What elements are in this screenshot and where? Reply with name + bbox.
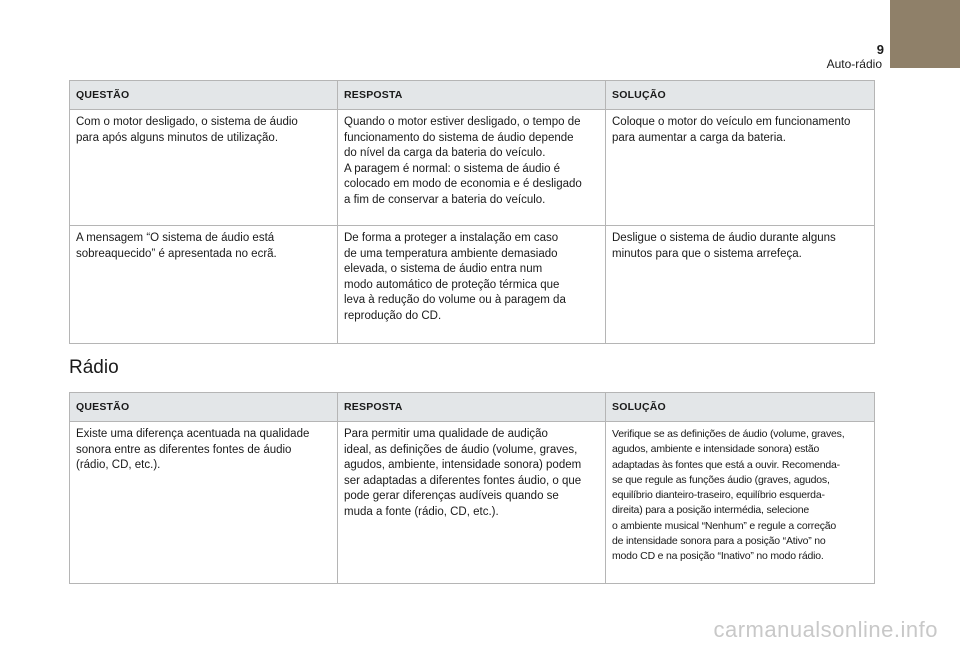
- column-header-answer: RESPOSTA: [338, 393, 606, 422]
- column-header-answer: RESPOSTA: [338, 81, 606, 110]
- section-title: Auto-rádio: [826, 57, 882, 71]
- solution-cell: Desligue o sistema de áudio durante alguns minutos para que o sistema arrefeça.: [606, 226, 875, 344]
- table-row: [70, 110, 875, 226]
- column-header-solution: SOLUÇÃO: [606, 81, 875, 110]
- answer-cell: De forma a proteger a instalação em caso de uma temperatura ambiente demasiado elevada, o sistema de áudio entra num modo automático de proteção térmica que leva à redução do volume ou à paragem da reprodução do CD.: [338, 226, 606, 344]
- chapter-tab: [890, 0, 960, 68]
- section-heading: Rádio: [69, 357, 119, 378]
- watermark: carmanualsonline.info: [713, 617, 938, 642]
- column-header-solution: SOLUÇÃO: [606, 393, 875, 422]
- table-header-row: [70, 81, 875, 110]
- question-cell: Existe uma diferença acentuada na qualidade sonora entre as diferentes fontes de áudio (rádio, CD, etc.).: [70, 422, 338, 584]
- column-header-question: QUESTÃO: [70, 81, 338, 110]
- troubleshooting-table-radio: [69, 392, 875, 584]
- question-cell: A mensagem “O sistema de áudio está sobreaquecido” é apresentada no ecrã.: [70, 226, 338, 344]
- answer-cell: Quando o motor estiver desligado, o tempo de funcionamento do sistema de áudio depende do nível da carga da bateria do veículo. A paragem é normal: o sistema de áudio é colocado em modo de economia e é desligado a fim de conservar a bateria do veículo.: [338, 110, 606, 226]
- question-cell: Com o motor desligado, o sistema de áudio para após alguns minutos de utilização.: [70, 110, 338, 226]
- column-header-question: QUESTÃO: [70, 393, 338, 422]
- table-row: [70, 422, 875, 584]
- table-row: [70, 226, 875, 344]
- solution-cell: Verifique se as definições de áudio (volume, graves, agudos, ambiente e intensidade sonora) estão adaptadas às fontes que está a ouvir. Recomenda- se que regule as funções áudio (graves, agudos, equilíbrio dianteiro-traseiro, equilíbrio esquerda- direita) para a posição intermédia, selecione o ambiente musical “Nenhum” e regule a correção de intensidade sonora para a posição “Ativo” no modo CD e na posição “Inativo” no modo rádio.: [606, 422, 875, 584]
- answer-cell: Para permitir uma qualidade de audição ideal, as definições de áudio (volume, graves, agudos, ambiente, intensidade sonora) podem ser adaptadas a diferentes fontes áudio, o que pode gerar diferenças audíveis quando se muda a fonte (rádio, CD, etc.).: [338, 422, 606, 584]
- page-number: 9: [876, 42, 884, 57]
- table-header-row: [70, 393, 875, 422]
- troubleshooting-table-audio: [69, 80, 875, 344]
- solution-cell: Coloque o motor do veículo em funcionamento para aumentar a carga da bateria.: [606, 110, 875, 226]
